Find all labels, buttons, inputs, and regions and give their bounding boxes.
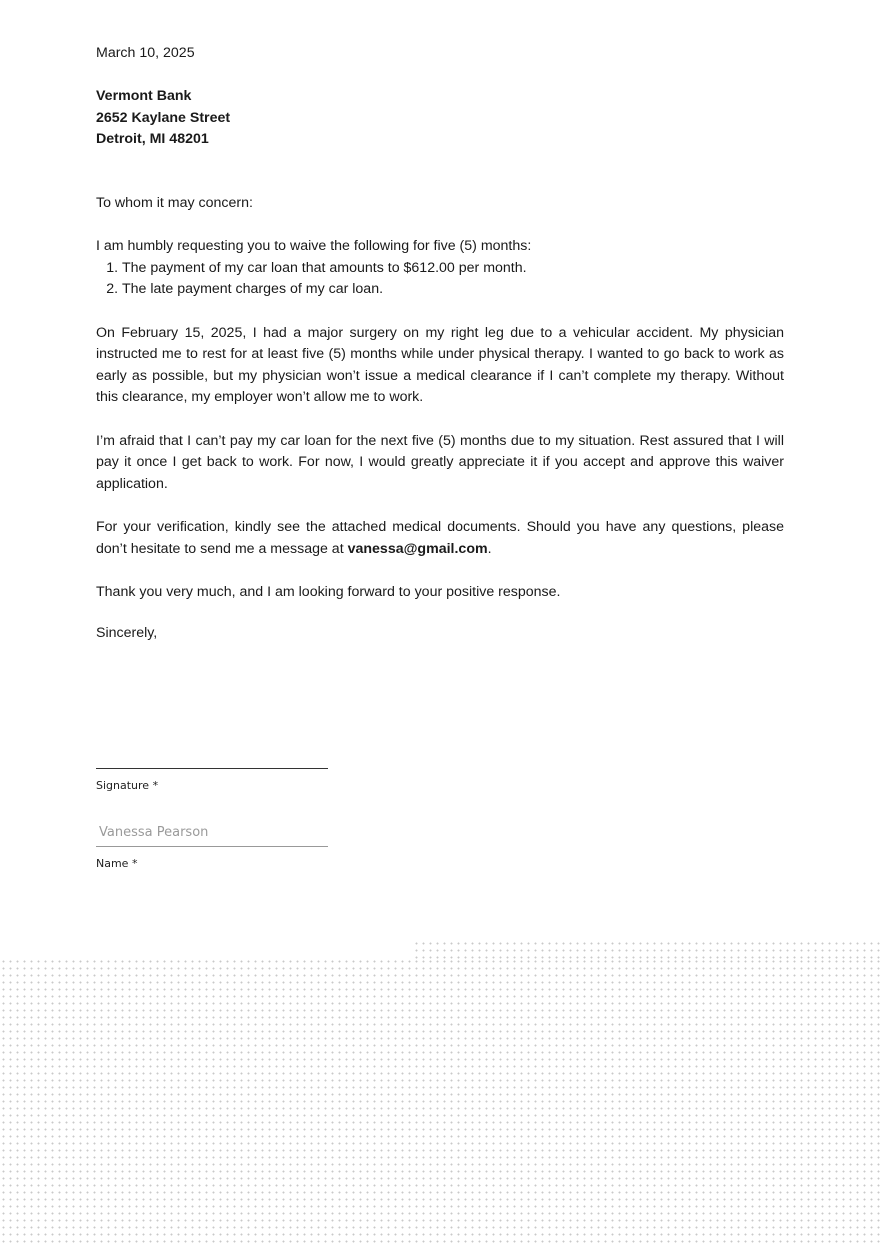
list-item: 1. The payment of my car loan that amounts to $612.00 per month. xyxy=(122,258,784,280)
letter-date: March 10, 2025 xyxy=(96,45,195,61)
dot-pattern-decoration xyxy=(0,958,880,1243)
paragraph-situation: On February 15, 2025, I had a major surgery on my right leg due to a vehicular accident. My physician instructed me to rest for at least five (5) months while under physical therapy. I wanted to go back to work as early as possible, but my physician won’t issue a medical clearance if I can’t complete my therapy. Without this clearance, my employer won’t allow me to work. xyxy=(96,324,784,406)
list-item: 2. The late payment charges of my car loan. xyxy=(122,279,784,301)
request-intro: I am humbly requesting you to waive the following for five (5) months: xyxy=(96,238,532,255)
dot-pattern-decoration xyxy=(413,940,880,960)
paragraph-verification xyxy=(96,517,784,560)
request-list xyxy=(96,258,784,301)
verification-text: For your verification, kindly see the attached medical documents. Should you have any questions, please don’t hesitate to send me a message at xyxy=(96,518,784,557)
closing: Sincerely, xyxy=(96,625,158,641)
signature-label: Signature * xyxy=(96,779,159,792)
name-input[interactable] xyxy=(96,818,328,847)
recipient-street: 2652 Kaylane Street xyxy=(96,109,231,126)
recipient-name: Vermont Bank xyxy=(96,88,192,104)
email-address: vanessa@gmail.com xyxy=(347,540,488,557)
recipient-city: Detroit, MI 48201 xyxy=(96,131,209,148)
name-label: Name * xyxy=(96,857,138,870)
letter-body xyxy=(96,193,784,625)
recipient-address xyxy=(96,86,230,151)
salutation: To whom it may concern: xyxy=(96,195,253,211)
signature-line[interactable] xyxy=(96,768,328,769)
paragraph-request: I’m afraid that I can’t pay my car loan for the next five (5) months due to my situation. Rest assured that I will pay it once I get back to work. For now, I would greatly appreciate it if you accept and approve this waiver application. xyxy=(96,432,784,492)
thanks-line: Thank you very much, and I am looking forward to your positive response. xyxy=(96,583,561,600)
verification-end: . xyxy=(487,540,492,557)
